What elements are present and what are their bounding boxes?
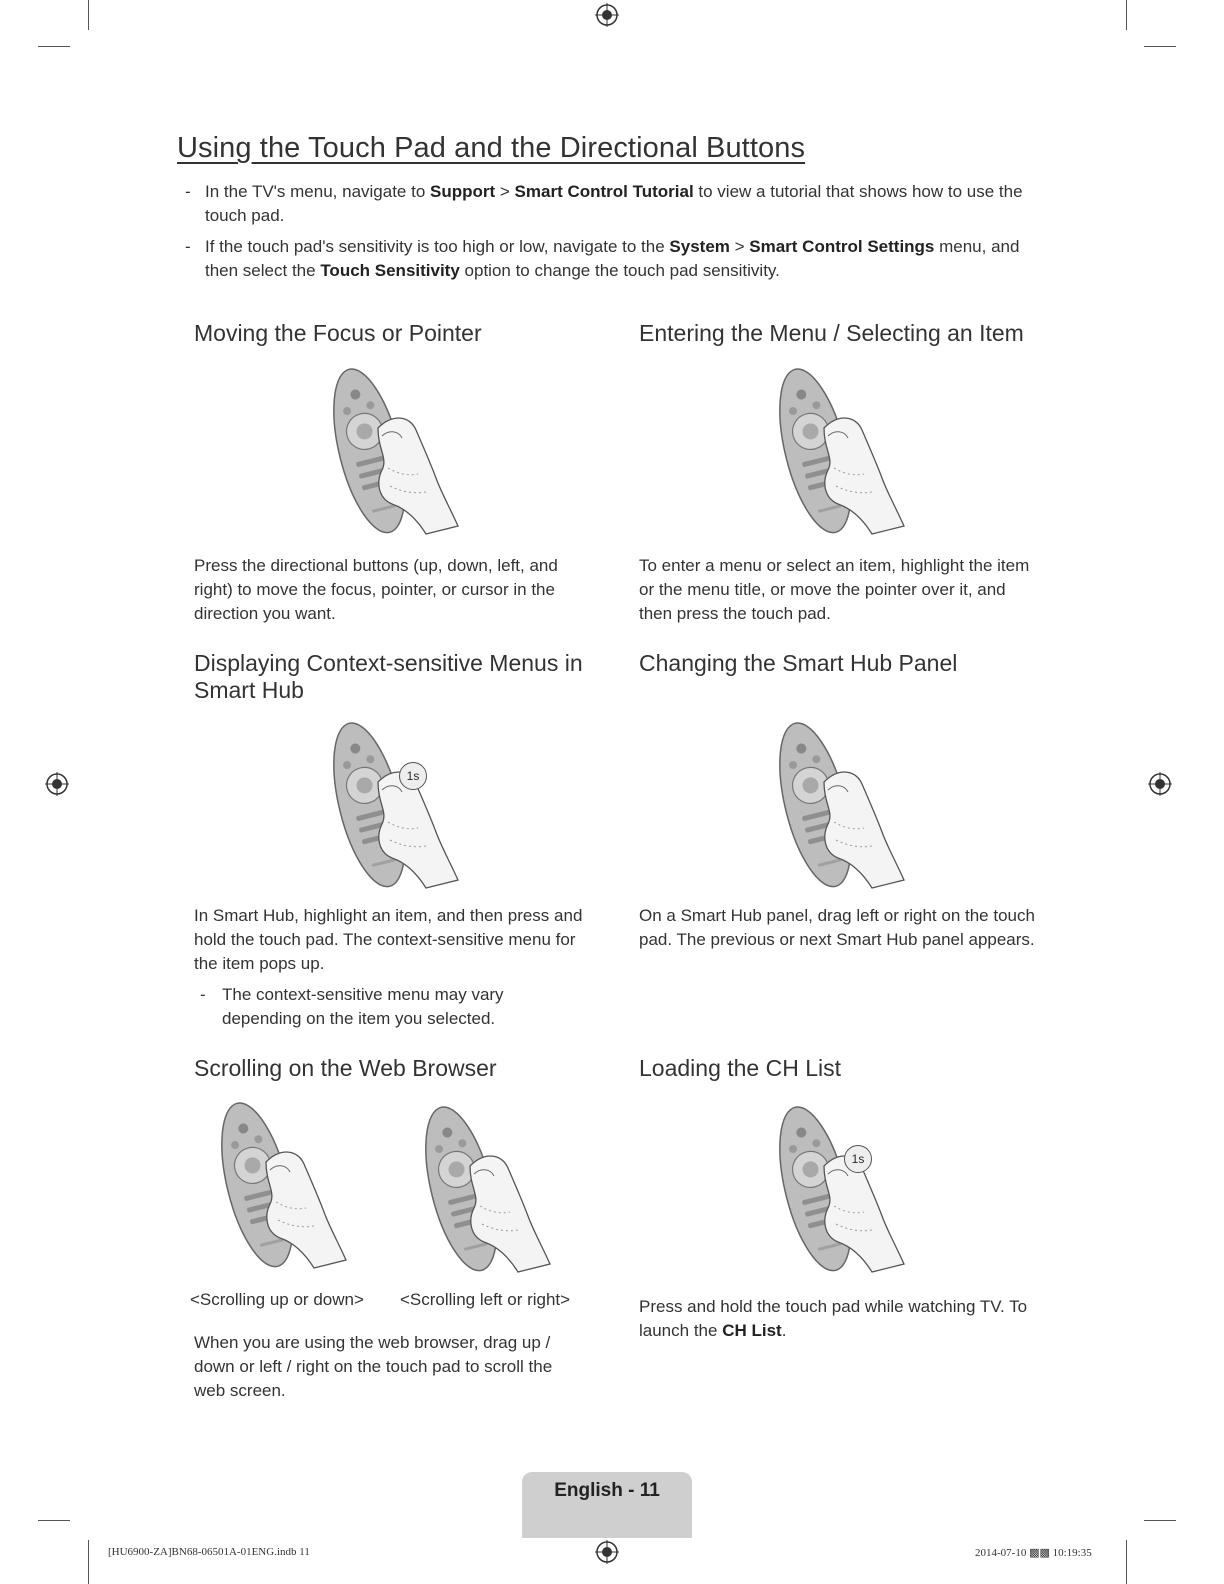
- body-text: .: [781, 1321, 787, 1340]
- crop-mark: [88, 0, 89, 30]
- footer-timestamp: 2014-07-10 ▩▩ 10:19:35: [975, 1547, 1092, 1559]
- note-text: option to change the touch pad sensitivity.: [459, 261, 780, 280]
- crop-mark: [38, 1520, 70, 1521]
- note-text: In the TV's menu, navigate to: [205, 182, 431, 201]
- section-body: [639, 1295, 1039, 1343]
- note-text: to view a tutorial that shows how to use the touch pad.: [205, 182, 1023, 225]
- section-title: Moving the Focus or Pointer: [194, 320, 482, 346]
- dash-bullet: -: [200, 985, 206, 1004]
- crop-mark: [1144, 46, 1176, 47]
- crop-mark: [1144, 1520, 1176, 1521]
- menu-path-smart-control-settings: Smart Control Settings: [749, 237, 935, 256]
- dash-bullet: -: [185, 237, 191, 256]
- ch-list-label: CH List: [722, 1321, 782, 1340]
- path-separator: >: [729, 237, 750, 256]
- section-body: To enter a menu or select an item, highlight the item or the menu title, or move the pointer over it, and then press the touch pad.: [639, 556, 1030, 623]
- page-title: Using the Touch Pad and the Directional Buttons: [177, 132, 806, 164]
- crop-mark: [88, 1540, 89, 1584]
- section-body: When you are using the web browser, drag up / down or left / right on the touch pad to scroll the web screen.: [194, 1333, 553, 1400]
- remote-touchpad-press-illustration: [764, 358, 914, 538]
- dash-bullet: -: [185, 182, 191, 201]
- registration-mark-icon: [45, 772, 69, 796]
- remote-thumb-press-illustration: [318, 358, 468, 538]
- section-body: On a Smart Hub panel, drag left or right on the touch pad. The previous or next Smart Hub panel appears.: [639, 906, 1035, 949]
- footer-filename: [HU6900-ZA]BN68-06501A-01ENG.indb 11: [108, 1546, 310, 1558]
- hold-duration-label: 1s: [406, 769, 420, 783]
- path-separator: >: [495, 182, 515, 201]
- section-title: Scrolling on the Web Browser: [194, 1055, 497, 1081]
- remote-press-hold-illustration: [318, 712, 468, 892]
- body-text: Press and hold the touch pad while watching TV. To launch the: [639, 1297, 1028, 1340]
- note-item: [185, 235, 1045, 283]
- page-number-badge: [522, 1472, 692, 1538]
- menu-path-system: System: [669, 237, 730, 256]
- section-title: Loading the CH List: [639, 1055, 842, 1081]
- section-note: [200, 983, 520, 1031]
- section-body: Press the directional buttons (up, down, left, and right) to move the focus, pointer, or cursor in the direction you want.: [194, 556, 558, 623]
- registration-mark-icon: [595, 1540, 619, 1564]
- menu-path-smart-control-tutorial: Smart Control Tutorial: [514, 182, 694, 201]
- registration-mark-icon: [1148, 772, 1172, 796]
- option-touch-sensitivity: Touch Sensitivity: [320, 261, 460, 280]
- crop-mark: [1126, 0, 1127, 30]
- caption-scroll-left-right: <Scrolling left or right>: [400, 1290, 571, 1309]
- page-number: English - 11: [554, 1480, 660, 1501]
- hold-timer-icon: [844, 1145, 872, 1173]
- crop-mark: [38, 46, 70, 47]
- menu-path-support: Support: [430, 182, 496, 201]
- note-text: If the touch pad's sensitivity is too high or low, navigate to the: [205, 237, 670, 256]
- remote-press-hold-illustration: [764, 1096, 914, 1276]
- remote-scroll-vertical-illustration: [206, 1092, 356, 1272]
- section-title: Changing the Smart Hub Panel: [639, 650, 958, 676]
- remote-drag-horizontal-illustration: [764, 712, 914, 892]
- caption-scroll-up-down: <Scrolling up or down>: [190, 1290, 364, 1309]
- registration-mark-icon: [595, 3, 619, 27]
- section-title: Displaying Context-sensitive Menus in Smart Hub: [194, 650, 583, 703]
- section-title: Entering the Menu / Selecting an Item: [639, 320, 1024, 346]
- note-text: menu, and then select the: [205, 237, 1020, 280]
- crop-mark: [1126, 1540, 1127, 1584]
- hold-timer-icon: [399, 762, 427, 790]
- hold-duration-label: 1s: [851, 1152, 865, 1166]
- section-body: In Smart Hub, highlight an item, and then press and hold the touch pad. The context-sensitive menu for the item pops up.: [194, 906, 583, 973]
- note-item: [185, 180, 1045, 228]
- note-text: The context-sensitive menu may vary depending on the item you selected.: [222, 985, 504, 1028]
- remote-scroll-horizontal-illustration: [410, 1096, 560, 1276]
